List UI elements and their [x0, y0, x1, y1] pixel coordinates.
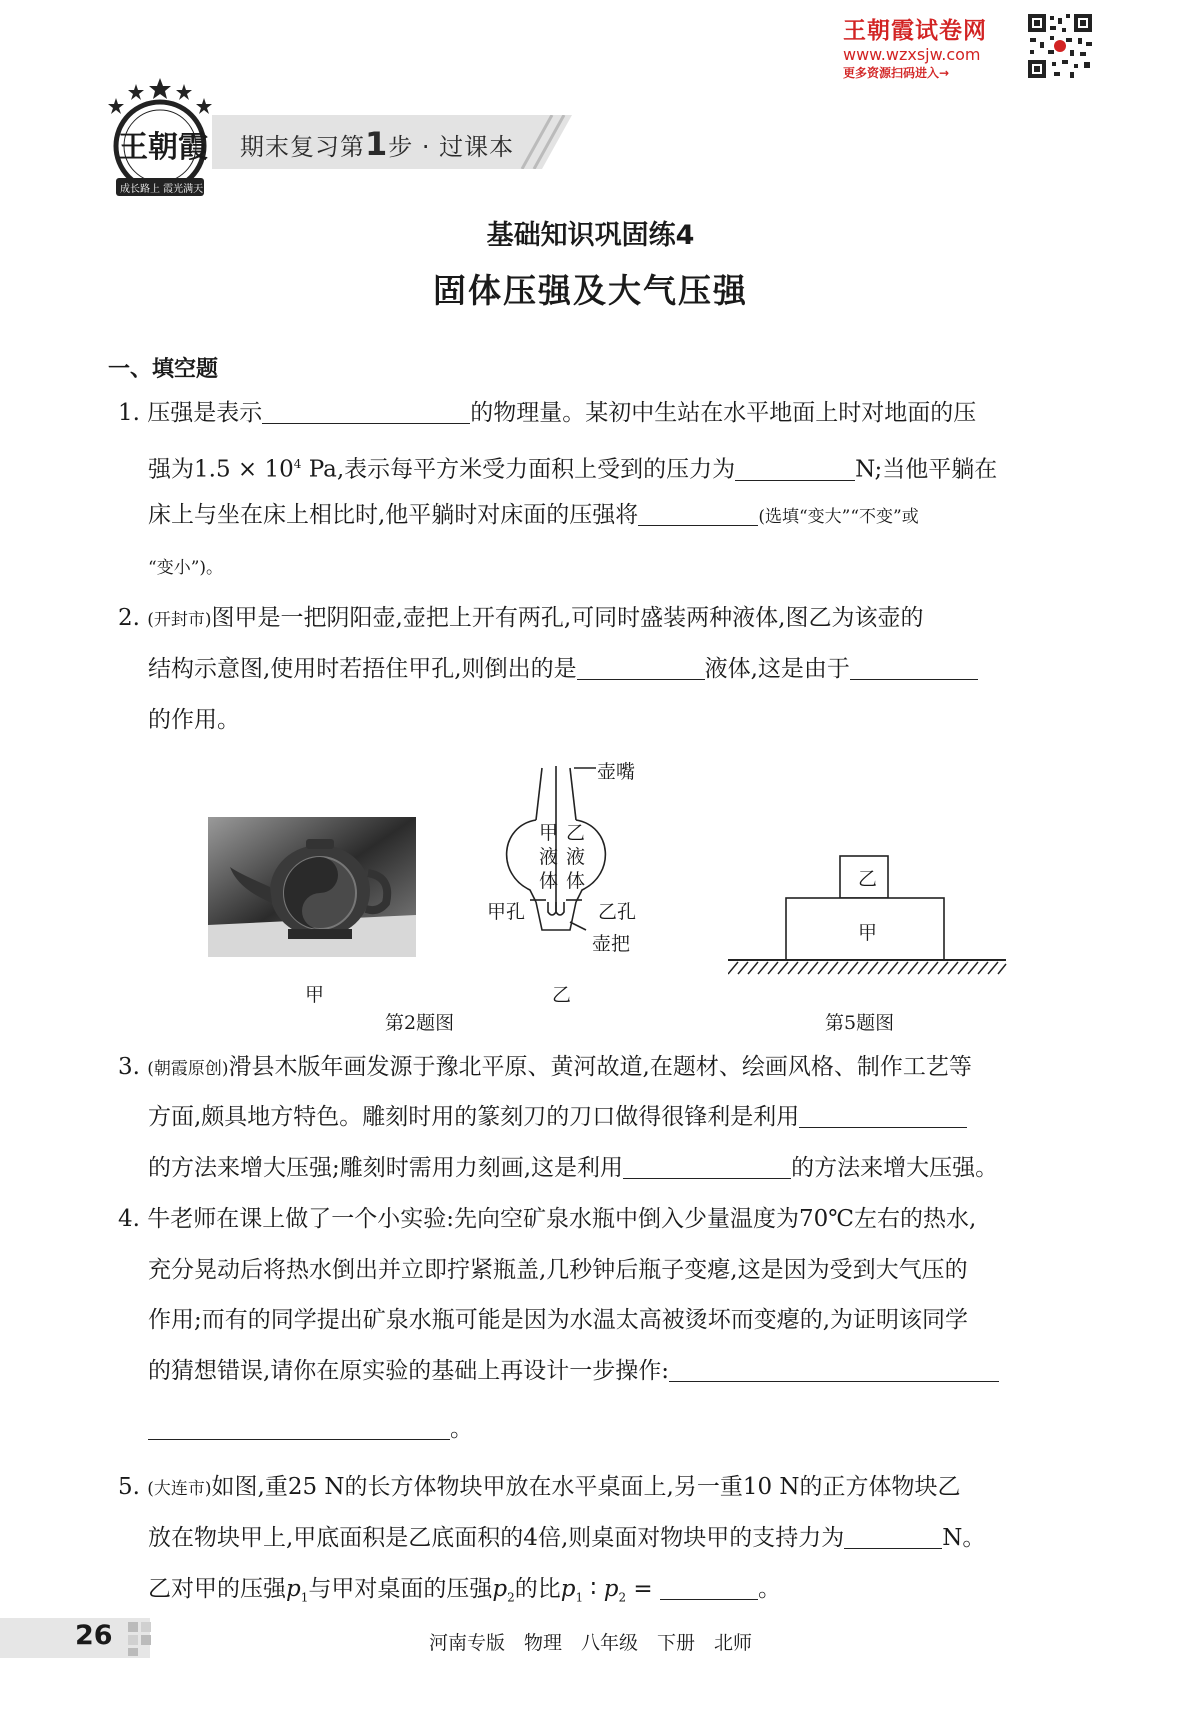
q4-line-2 — [148, 1255, 968, 1285]
q5-sub2: 2 — [507, 1590, 515, 1605]
q5-text-e: 与甲对桌面的压强 — [308, 1576, 493, 1602]
worksheet-title: 固体压强及大气压强 — [433, 271, 748, 310]
q5-line-1 — [118, 1472, 961, 1504]
q5-text-d: 乙对甲的压强 — [148, 1576, 286, 1602]
q1-text-g: (选填“变大”“不变”或 — [758, 507, 919, 527]
q1-line-3 — [148, 500, 919, 532]
q1-exponent: 4 — [293, 457, 302, 471]
q2-line-3 — [148, 705, 240, 735]
q5-end: 。 — [758, 1576, 782, 1602]
section-heading: 一、填空题 — [108, 357, 219, 382]
q3-number: 3. — [118, 1054, 140, 1080]
q5-text-a: 如图,重25 N的长方体物块甲放在水平桌面上,另一重10 N的正方体物块乙 — [211, 1474, 961, 1500]
label-yi-ti: 体 — [566, 870, 586, 892]
label-jia-ti: 体 — [539, 870, 559, 892]
brand-more: 更多资源扫码进入→ — [843, 66, 950, 80]
q3-blank-2[interactable] — [623, 1154, 791, 1179]
q4-text-a: 牛老师在课上做了一个小实验:先向空矿泉水瓶中倒入少量温度为70℃左右的热水, — [147, 1206, 977, 1232]
label-spout: 壶嘴 — [597, 761, 636, 783]
worksheet-subtitle: 基础知识巩固练4 — [486, 220, 695, 251]
fig5-yi-label: 乙 — [858, 868, 878, 890]
q2-number: 2. — [118, 605, 140, 631]
q3-text-a: 滑县木版年画发源于豫北平原、黄河故道,在题材、绘画风格、制作工艺等 — [228, 1054, 972, 1080]
label-handle: 壶把 — [592, 933, 631, 955]
q4-text-e: 。 — [450, 1416, 473, 1442]
fig2-yi-caption: 乙 — [552, 984, 572, 1006]
q5-number: 5. — [118, 1474, 140, 1500]
teapot-photo — [208, 817, 416, 957]
q1-text-d: Pa,表示每平方米受力面积上受到的压力为 — [301, 456, 736, 483]
q5-ratio-sub2: 2 — [618, 1590, 627, 1605]
label-yi-hole: 乙孔 — [598, 901, 637, 923]
q1-blank-3[interactable] — [638, 501, 758, 526]
q2-line-2 — [148, 654, 978, 684]
q4-text-b: 充分晃动后将热水倒出并立即拧紧瓶盖,几秒钟后瓶子变瘪,这是因为受到大气压的 — [148, 1257, 968, 1283]
q3-text-c: 的方法来增大压强;雕刻时需用力刻画,这是利用 — [148, 1155, 624, 1181]
banner-post: 步 · 过课本 — [388, 133, 515, 161]
q3-line-2 — [148, 1102, 967, 1132]
q2-line-1 — [118, 603, 923, 635]
q1-text-c: 强为1.5 × 10 — [148, 456, 294, 483]
q1-text-a: 压强是表示 — [147, 400, 263, 426]
q5-blank-2[interactable] — [660, 1575, 758, 1600]
brand-block[interactable] — [843, 12, 1043, 81]
q5-text-b: 放在物块甲上,甲底面积是乙底面积的4倍,则桌面对物块甲的支持力为 — [148, 1525, 845, 1551]
q1-text-b: 的物理量。某初中生站在水平地面上时对地面的压 — [470, 400, 977, 426]
q5-ratio-sub1: 1 — [575, 1590, 584, 1605]
footer-edition: 河南专版 物理 八年级 下册 北师 — [428, 1632, 752, 1654]
q1-text-f: 床上与坐在床上相比时,他平躺时对床面的压强将 — [148, 502, 639, 528]
q3-text-b: 方面,颇具地方特色。雕刻时用的篆刻刀的刀口做得很锋利是利用 — [148, 1104, 800, 1130]
q5-sub1: 1 — [300, 1590, 309, 1605]
qr-code-icon[interactable] — [1026, 12, 1094, 80]
label-jia: 甲 — [539, 822, 559, 844]
banner-pre: 期末复习第 — [240, 133, 365, 161]
q4-line-4 — [148, 1356, 999, 1386]
logo-text: 王朝霞 — [118, 130, 208, 165]
fig2-jia-caption: 甲 — [305, 984, 325, 1006]
q4-line-1 — [118, 1204, 976, 1234]
q5-p1: p — [286, 1576, 301, 1602]
q5-line-3 — [148, 1574, 781, 1613]
q4-line-3 — [148, 1305, 968, 1335]
q4-blank-1[interactable] — [669, 1357, 999, 1382]
fig2-caption: 第2题图 — [385, 1012, 455, 1034]
label-jia-ye: 液 — [539, 846, 559, 868]
q2-blank-1[interactable] — [577, 655, 705, 680]
label-jia-hole: 甲孔 — [487, 901, 526, 923]
q5-line-2 — [148, 1523, 985, 1553]
q3-line-1 — [118, 1052, 972, 1084]
q2-text-b: 结构示意图,使用时若捂住甲孔,则倒出的是 — [148, 656, 577, 682]
logo-motto: 成长路上 霞光满天 — [120, 184, 204, 195]
q1-line-1 — [118, 398, 976, 428]
section-banner-label — [240, 125, 514, 163]
q4-text-c: 作用;而有的同学提出矿泉水瓶可能是因为水温太高被烫坏而变瘪的,为证明该同学 — [148, 1307, 969, 1333]
q5-ratio-p1: p — [560, 1576, 576, 1602]
q2-source-tag: (开封市) — [147, 610, 212, 630]
q4-line-5 — [148, 1414, 473, 1444]
q1-text-h: “变小”)。 — [148, 558, 224, 578]
q5-colon: ∶ — [583, 1576, 604, 1602]
q5-ratio-p2: p — [603, 1576, 619, 1602]
q2-text-a: 图甲是一把阴阳壶,壶把上开有两孔,可同时盛装两种液体,图乙为该壶的 — [211, 605, 924, 631]
q4-blank-2[interactable] — [148, 1415, 450, 1440]
brand-name: 王朝霞试卷网 — [843, 18, 987, 44]
label-yi-ye: 液 — [566, 846, 586, 868]
q4-number: 4. — [118, 1206, 140, 1232]
q5-p2: p — [492, 1576, 508, 1602]
q3-line-3 — [148, 1153, 998, 1183]
q3-source-tag: (朝霞原创) — [147, 1059, 229, 1079]
q2-text-c: 液体,这是由于 — [704, 656, 850, 682]
q1-blank-1[interactable] — [262, 399, 470, 424]
q5-text-f: 的比 — [514, 1576, 561, 1602]
q1-blank-2[interactable] — [735, 456, 855, 481]
q3-blank-1[interactable] — [799, 1103, 967, 1128]
banner-step-number: 1 — [365, 125, 389, 163]
q2-text-d: 的作用。 — [148, 707, 240, 733]
q1-text-e: N;当他平躺在 — [855, 456, 998, 483]
page-number: 26 — [75, 1620, 113, 1651]
q5-equals: = — [626, 1576, 661, 1602]
q3-text-d: 的方法来增大压强。 — [791, 1155, 999, 1181]
q5-blank-1[interactable] — [844, 1524, 942, 1549]
q4-text-d: 的猜想错误,请你在原实验的基础上再设计一步操作: — [148, 1358, 670, 1384]
q1-line-2 — [148, 449, 997, 485]
fig5-jia-label: 甲 — [858, 922, 878, 944]
label-yi: 乙 — [566, 822, 586, 844]
q1-line-4 — [148, 551, 223, 583]
q5-text-c: N。 — [942, 1525, 986, 1551]
q5-source-tag: (大连市) — [147, 1479, 212, 1499]
fig5-caption: 第5题图 — [825, 1012, 895, 1034]
brand-url[interactable]: www.wzxsjw.com — [843, 45, 981, 64]
q1-number: 1. — [118, 400, 140, 426]
q2-blank-2[interactable] — [850, 655, 978, 680]
